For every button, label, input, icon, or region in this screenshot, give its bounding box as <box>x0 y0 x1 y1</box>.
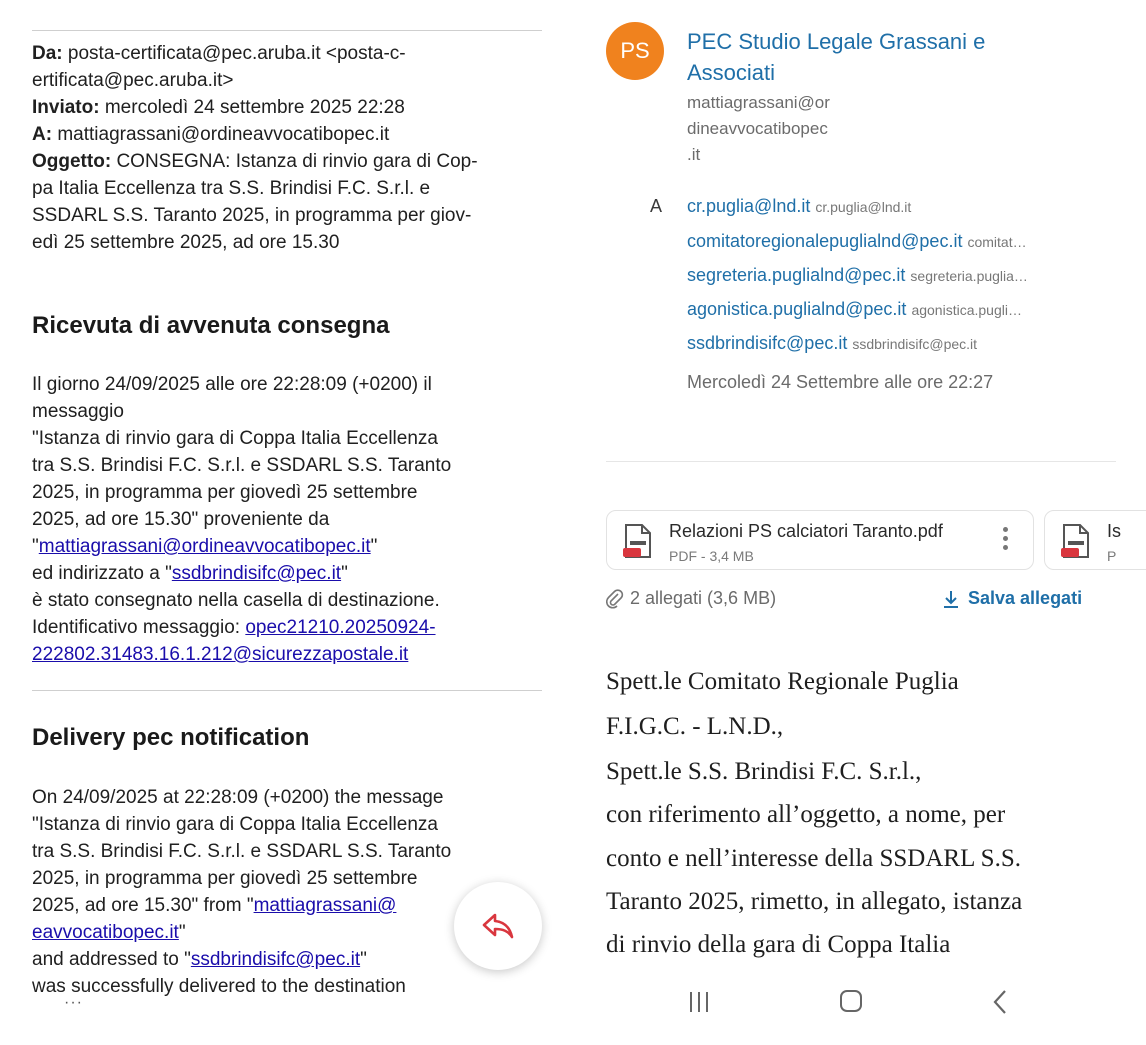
delivery-line: On 24/09/2025 at 22:28:09 (+0200) the message <box>32 787 444 808</box>
receipt-line: è stato consegnato nella casella di destinazione. <box>32 590 440 611</box>
top-divider <box>32 30 542 31</box>
delivery-line: and addressed to "ssdbrindisifc@pec.it" <box>32 949 367 970</box>
from-line-2: ertificata@pec.aruba.it> <box>32 70 234 91</box>
recipient-item[interactable]: segreteria.puglialnd@pec.it segreteria.puglia… <box>687 265 1028 285</box>
body-line: Spett.le Comitato Regionale Puglia <box>606 668 959 695</box>
sender-email-link[interactable]: mattiagrassani@ordineavvocatibopec.it <box>38 536 371 557</box>
delivery-line: eavvocatibopec.it" <box>32 922 186 943</box>
subject-line-1: Oggetto: CONSEGNA: Istanza di rinvio gara di Cop- <box>32 151 478 172</box>
android-nav-bar <box>572 980 1146 1025</box>
recipient-item[interactable]: agonistica.puglialnd@pec.it agonistica.pugli… <box>687 299 1022 319</box>
delivery-line: 2025, ad ore 15.30" from "mattiagrassani@ <box>32 895 397 916</box>
delivery-line: tra S.S. Brindisi F.C. S.r.l. e SSDARL S.S. Taranto <box>32 841 452 862</box>
sender-avatar[interactable]: PS <box>606 22 664 80</box>
receipt-line: ed indirizzato a "ssdbrindisifc@pec.it" <box>32 563 348 584</box>
body-line: conto e nell’interesse della SSDARL S.S. <box>606 845 1021 872</box>
body-line: Spett.le S.S. Brindisi F.C. S.r.l., <box>606 758 922 785</box>
paperclip-icon <box>606 589 624 609</box>
section-divider <box>32 690 542 691</box>
sender-email: mattiagrassani@or dineavvocatibopec .it <box>687 93 830 164</box>
back-icon[interactable] <box>992 988 1008 1016</box>
attachment-meta: P <box>1107 548 1117 564</box>
recipient-item[interactable]: cr.puglia@lnd.it cr.puglia@lnd.it <box>687 196 912 216</box>
from-line-1: Da: posta-certificata@pec.aruba.it <posta-c- <box>32 43 406 64</box>
more-options-icon[interactable] <box>1003 527 1009 554</box>
save-attachments-button[interactable]: Salva allegati <box>942 588 1082 609</box>
receipt-line: 2025, ad ore 15.30" proveniente da <box>32 509 330 530</box>
recipient-email-link[interactable]: ssdbrindisifc@pec.it <box>190 949 361 970</box>
sender-name[interactable]: PEC Studio Legale Grassani e Associati <box>687 29 986 85</box>
pdf-file-icon <box>1061 523 1091 559</box>
right-email-panel <box>572 0 1146 1045</box>
reply-icon <box>481 911 515 941</box>
subject-line-2: pa Italia Eccellenza tra S.S. Brindisi F.C. S.r.l. e <box>32 178 431 199</box>
receipt-line: messaggio <box>32 401 124 422</box>
delivery-line: was successfully delivered to the destination <box>32 976 406 997</box>
to-label: A <box>650 196 663 216</box>
message-id-link-cont[interactable]: 222802.31483.16.1.212@sicurezzapostale.it <box>32 644 409 665</box>
subject-line-3: SSDARL S.S. Taranto 2025, in programma per giov- <box>32 205 472 226</box>
attachments-count: 2 allegati (3,6 MB) <box>606 588 776 609</box>
recipient-email-link[interactable]: ssdbrindisifc@pec.it <box>171 563 342 584</box>
sender-email-link-cont[interactable]: eavvocatibopec.it <box>32 922 179 943</box>
home-icon[interactable] <box>840 990 862 1012</box>
divider <box>606 461 1116 462</box>
receipt-line: "mattiagrassani@ordineavvocatibopec.it" <box>32 536 378 557</box>
ellipsis-icon: ··· <box>64 994 83 1011</box>
to-line: A: mattiagrassani@ordineavvocatibopec.it <box>32 124 390 145</box>
body-line: F.I.G.C. - L.N.D., <box>606 713 784 740</box>
body-line: di rinvio della gara di Coppa Italia <box>606 931 951 958</box>
subject-line-4: edì 25 settembre 2025, ad ore 15.30 <box>32 232 340 253</box>
delivery-line: 2025, in programma per giovedì 25 settembre <box>32 868 418 889</box>
reply-fab-button[interactable] <box>454 882 542 970</box>
attachment-name: Relazioni PS calciatori Taranto.pdf <box>669 521 943 541</box>
sent-date: Mercoledì 24 Settembre alle ore 22:27 <box>687 372 994 392</box>
sender-email-link[interactable]: mattiagrassani@ <box>253 895 397 916</box>
delivery-title: Delivery pec notification <box>32 724 310 751</box>
body-line: Taranto 2025, rimetto, in allegato, istanza <box>606 888 1023 915</box>
attachment-meta: PDF - 3,4 MB <box>669 548 754 564</box>
message-id-link[interactable]: opec21210.20250924- <box>245 617 436 638</box>
delivery-line: "Istanza di rinvio gara di Coppa Italia Eccellenza <box>32 814 438 835</box>
receipt-line: tra S.S. Brindisi F.C. S.r.l. e SSDARL S.S. Taranto <box>32 455 452 476</box>
attachment-card-2[interactable] <box>1044 510 1146 570</box>
receipt-line: 2025, in programma per giovedì 25 settembre <box>32 482 418 503</box>
download-icon <box>942 589 960 609</box>
receipt-line: Il giorno 24/09/2025 alle ore 22:28:09 (+0200) il <box>32 374 432 395</box>
sent-line: Inviato: mercoledì 24 settembre 2025 22:28 <box>32 97 405 118</box>
recipient-item[interactable]: comitatoregionalepuglialnd@pec.it comitat… <box>687 231 1027 251</box>
receipt-line: Identificativo messaggio: opec21210.20250924- <box>32 617 436 638</box>
attachment-name: Is <box>1107 521 1122 541</box>
attachment-card[interactable] <box>606 510 1034 570</box>
receipt-line: "Istanza di rinvio gara di Coppa Italia Eccellenza <box>32 428 438 449</box>
receipt-title: Ricevuta di avvenuta consegna <box>32 312 390 339</box>
left-email-panel <box>0 0 572 1045</box>
body-line: con riferimento all’oggetto, a nome, per <box>606 801 1006 828</box>
receipt-line <box>32 641 408 668</box>
recent-apps-icon[interactable] <box>690 992 708 1012</box>
recipient-item[interactable]: ssdbrindisifc@pec.it ssdbrindisifc@pec.it <box>687 333 978 353</box>
pdf-file-icon <box>623 523 653 559</box>
